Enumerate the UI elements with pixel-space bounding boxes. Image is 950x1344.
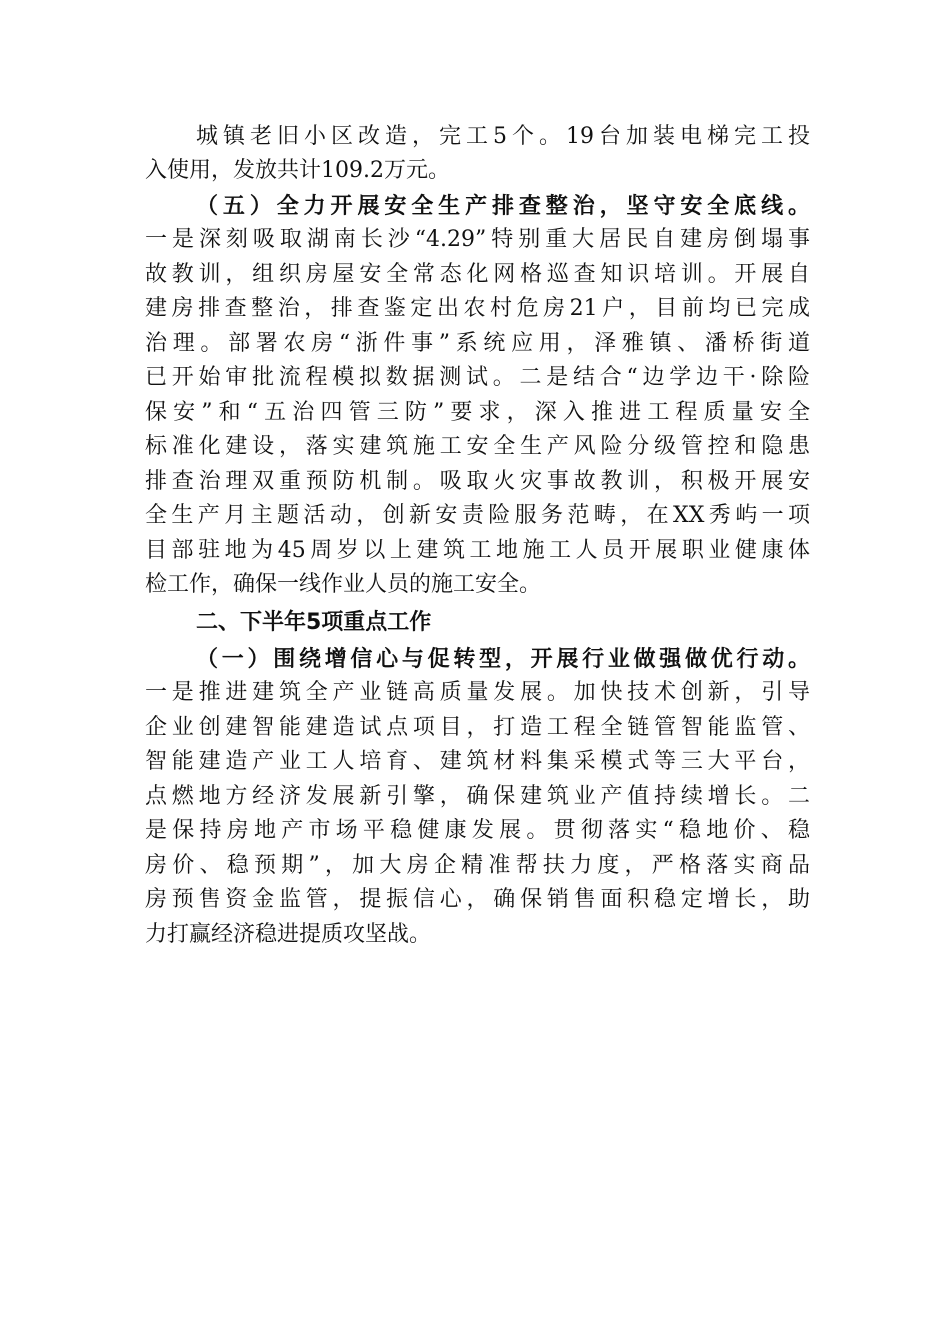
text-line: 房预售资金监管，提振信心，确保销售面积稳定增长，助 [145,887,810,912]
text-line: 保安”和“五治四管三防”要求，深入推进工程质量安全 [145,400,810,425]
text-line: 力打赢经济稳进提质攻坚战。 [145,922,432,947]
text-line: 标准化建设，落实建筑施工安全生产风险分级管控和隐患 [145,434,810,459]
text-line: 入使用，发放共计109.2万元。 [145,158,450,183]
text-line: 智能建造产业工人培育、建筑材料集采模式等三大平台， [145,749,810,774]
text-line: 企业创建智能建造试点项目，打造工程全链管智能监管、 [145,715,810,740]
text-line: 一是推进建筑全产业链高质量发展。加快技术创新，引导 [145,680,810,705]
section-title: 二、下半年5项重点工作 [196,610,432,635]
subsection-heading: （五）全力开展安全生产排查整治，坚守安全底线。 [196,193,810,219]
subsection-heading: （一）围绕增信心与促转型，开展行业做强做优行动。 [196,646,810,672]
text-line: 已开始审批流程模拟数据测试。二是结合“边学边干·除险 [145,365,810,390]
text-line: 点燃地方经济发展新引擎，确保建筑业产值持续增长。二 [145,784,810,809]
text-line: 全生产月主题活动，创新安责险服务范畴，在XX秀屿一项 [145,503,810,528]
text-line: 目部驻地为45周岁以上建筑工地施工人员开展职业健康体 [145,538,810,563]
text-line: 一是深刻吸取湖南长沙“4.29”特别重大居民自建房倒塌事 [145,227,810,252]
text-line: 治理。部署农房“浙件事”系统应用，泽雅镇、潘桥街道 [145,331,810,356]
text-line: 建房排查整治，排查鉴定出农村危房21户，目前均已完成 [145,296,810,321]
text-line: 排查治理双重预防机制。吸取火灾事故教训，积极开展安 [145,469,810,494]
text-line: 是保持房地产市场平稳健康发展。贯彻落实“稳地价、稳 [145,818,810,843]
text-line: 房价、稳预期”，加大房企精准帮扶力度，严格落实商品 [145,853,810,878]
text-line: 检工作，确保一线作业人员的施工安全。 [145,572,542,597]
text-line: 故教训，组织房屋安全常态化网格巡查知识培训。开展自 [145,262,810,287]
text-line: 城镇老旧小区改造，完工5个。19台加装电梯完工投 [196,124,810,149]
